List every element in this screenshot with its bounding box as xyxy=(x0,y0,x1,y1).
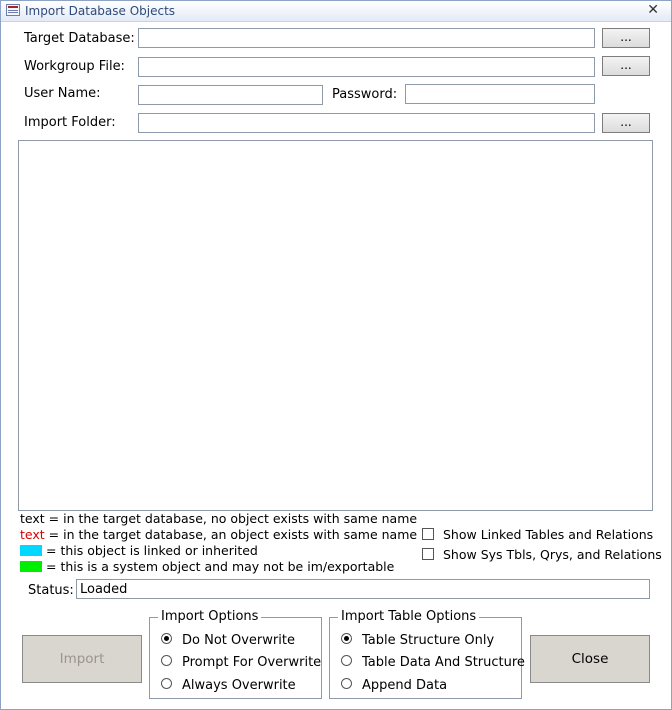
linked-color-swatch xyxy=(20,545,42,556)
workgroup-file-input[interactable] xyxy=(138,57,595,77)
legend-key-black: text xyxy=(20,511,45,526)
show-linked-checkbox[interactable] xyxy=(422,527,653,542)
option-prompt-for-overwrite[interactable] xyxy=(161,655,321,670)
legend-system-text: = this is a system object and may not be im/exportable xyxy=(46,559,395,574)
radio-button[interactable] xyxy=(161,633,172,644)
radio-button[interactable] xyxy=(161,678,172,689)
form-icon xyxy=(6,4,20,16)
option-append-data[interactable] xyxy=(341,678,447,693)
legend-linked-text: = this object is linked or inherited xyxy=(46,543,258,558)
radio-button[interactable] xyxy=(341,633,352,644)
show-sys-label: Show Sys Tbls, Qrys, and Relations xyxy=(443,547,662,562)
legend-linked xyxy=(20,543,258,558)
import-folder-browse-button[interactable]: ... xyxy=(602,113,650,133)
user-name-label: User Name: xyxy=(24,86,101,101)
title-bar xyxy=(1,1,671,22)
import-options-title: Import Options xyxy=(158,609,261,624)
import-folder-label: Import Folder: xyxy=(24,115,116,130)
checkbox-box[interactable] xyxy=(422,548,434,560)
show-linked-label: Show Linked Tables and Relations xyxy=(443,527,654,542)
radio-button[interactable] xyxy=(341,678,352,689)
option-label: Prompt For Overwrite xyxy=(182,655,322,670)
system-color-swatch xyxy=(20,561,42,572)
password-label: Password: xyxy=(332,87,398,102)
target-database-browse-button[interactable]: ... xyxy=(602,28,650,48)
option-always-overwrite[interactable] xyxy=(161,678,296,693)
option-label: Append Data xyxy=(362,678,448,693)
legend-conflict xyxy=(20,527,417,542)
show-sys-checkbox[interactable] xyxy=(422,547,662,562)
status-field xyxy=(76,579,650,599)
option-table-data-and-structure[interactable] xyxy=(341,655,525,670)
workgroup-file-browse-button[interactable]: ... xyxy=(602,56,650,76)
import-table-options-group xyxy=(329,609,525,699)
import-folder-input[interactable] xyxy=(138,113,595,133)
option-do-not-overwrite[interactable] xyxy=(161,633,295,648)
window-title: Import Database Objects xyxy=(25,4,176,18)
import-table-options-title: Import Table Options xyxy=(338,609,479,624)
option-label: Do Not Overwrite xyxy=(182,633,295,648)
option-label: Always Overwrite xyxy=(182,678,296,693)
password-input[interactable] xyxy=(405,84,595,104)
target-database-label: Target Database: xyxy=(24,31,135,46)
legend-system xyxy=(20,559,394,574)
target-database-input[interactable] xyxy=(138,28,595,48)
close-button[interactable]: Close xyxy=(530,635,650,683)
user-name-input[interactable] xyxy=(138,85,323,105)
legend-key-red: text xyxy=(20,527,45,542)
option-label: Table Data And Structure xyxy=(362,655,525,670)
objects-listbox[interactable] xyxy=(18,140,653,511)
legend-no-conflict-text: = in the target database, no object exists with same name xyxy=(44,511,418,526)
workgroup-file-label: Workgroup File: xyxy=(24,59,125,74)
option-table-structure-only[interactable] xyxy=(341,633,494,648)
import-options-group xyxy=(149,609,322,699)
close-window-icon[interactable]: ✕ xyxy=(647,2,659,18)
import-button[interactable]: Import xyxy=(22,635,142,683)
checkbox-box[interactable] xyxy=(422,528,434,540)
radio-button[interactable] xyxy=(341,655,352,666)
radio-button[interactable] xyxy=(161,655,172,666)
legend-no-conflict xyxy=(20,511,417,526)
status-label: Status: xyxy=(28,583,74,598)
legend-conflict-text: = in the target database, an object exists with same name xyxy=(44,527,418,542)
option-label: Table Structure Only xyxy=(362,633,495,648)
